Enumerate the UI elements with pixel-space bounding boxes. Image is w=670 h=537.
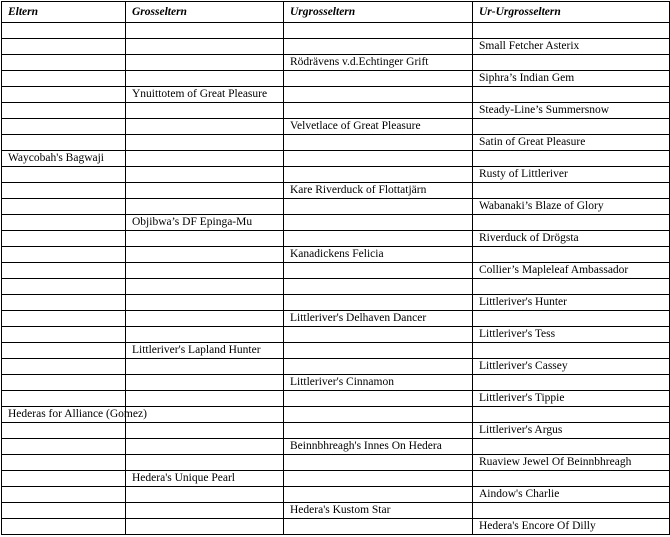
grosseltern-cell xyxy=(126,327,284,343)
grosseltern-cell xyxy=(126,407,284,423)
eltern-cell xyxy=(2,23,126,39)
table-row xyxy=(2,439,670,455)
urgrosseltern-cell xyxy=(284,151,473,167)
grosseltern-cell xyxy=(126,423,284,439)
urgrosseltern-cell xyxy=(284,519,473,535)
eltern-cell xyxy=(2,391,126,407)
eltern-cell xyxy=(2,135,126,151)
urgrosseltern-cell xyxy=(284,135,473,151)
ur-urgrosseltern-cell: Riverduck of Drögsta xyxy=(473,231,670,247)
urgrosseltern-cell: Beinnbhreagh's Innes On Hedera xyxy=(284,439,473,455)
urgrosseltern-cell xyxy=(284,39,473,55)
ur-urgrosseltern-cell xyxy=(473,119,670,135)
table-row xyxy=(2,119,670,135)
ur-urgrosseltern-cell: Littleriver's Hunter xyxy=(473,295,670,311)
urgrosseltern-cell xyxy=(284,423,473,439)
eltern-cell xyxy=(2,359,126,375)
urgrosseltern-cell: Kare Riverduck of Flottatjärn xyxy=(284,183,473,199)
grosseltern-cell xyxy=(126,119,284,135)
grosseltern-cell xyxy=(126,375,284,391)
eltern-cell xyxy=(2,503,126,519)
ur-urgrosseltern-cell: Hedera's Encore Of Dilly xyxy=(473,519,670,535)
grosseltern-cell xyxy=(126,391,284,407)
table-row xyxy=(2,167,670,183)
eltern-cell xyxy=(2,215,126,231)
table-row xyxy=(2,295,670,311)
table-row xyxy=(2,263,670,279)
ur-urgrosseltern-cell: Siphra’s Indian Gem xyxy=(473,71,670,87)
ur-urgrosseltern-cell: Aindow's Charlie xyxy=(473,487,670,503)
eltern-cell xyxy=(2,167,126,183)
urgrosseltern-cell: Littleriver's Delhaven Dancer xyxy=(284,311,473,327)
eltern-cell xyxy=(2,471,126,487)
table-row xyxy=(2,359,670,375)
urgrosseltern-cell: Littleriver's Cinnamon xyxy=(284,375,473,391)
grosseltern-cell xyxy=(126,455,284,471)
grosseltern-cell xyxy=(126,167,284,183)
eltern-cell xyxy=(2,39,126,55)
table-row xyxy=(2,199,670,215)
table-row xyxy=(2,487,670,503)
urgrosseltern-cell xyxy=(284,279,473,295)
ur-urgrosseltern-cell: Ruaview Jewel Of Beinnbhreagh xyxy=(473,455,670,471)
urgrosseltern-cell xyxy=(284,87,473,103)
urgrosseltern-cell: Kanadickens Felicia xyxy=(284,247,473,263)
eltern-cell xyxy=(2,71,126,87)
eltern-cell xyxy=(2,199,126,215)
header-eltern: Eltern xyxy=(2,2,126,23)
ur-urgrosseltern-cell xyxy=(473,311,670,327)
grosseltern-cell: Hedera's Unique Pearl xyxy=(126,471,284,487)
urgrosseltern-cell: Hedera's Kustom Star xyxy=(284,503,473,519)
table-row xyxy=(2,407,670,423)
grosseltern-cell xyxy=(126,263,284,279)
eltern-cell xyxy=(2,423,126,439)
ur-urgrosseltern-cell xyxy=(473,55,670,71)
eltern-cell xyxy=(2,103,126,119)
grosseltern-cell xyxy=(126,279,284,295)
header-ur-urgrosseltern: Ur-Urgrosseltern xyxy=(473,2,670,23)
ur-urgrosseltern-cell xyxy=(473,343,670,359)
table-row xyxy=(2,471,670,487)
eltern-cell xyxy=(2,231,126,247)
grosseltern-cell xyxy=(126,135,284,151)
table-row xyxy=(2,151,670,167)
urgrosseltern-cell xyxy=(284,407,473,423)
ur-urgrosseltern-cell xyxy=(473,215,670,231)
eltern-cell xyxy=(2,247,126,263)
urgrosseltern-cell xyxy=(284,359,473,375)
eltern-cell xyxy=(2,455,126,471)
urgrosseltern-cell xyxy=(284,455,473,471)
header-grosseltern: Grosseltern xyxy=(126,2,284,23)
eltern-cell xyxy=(2,279,126,295)
grosseltern-cell xyxy=(126,39,284,55)
urgrosseltern-cell xyxy=(284,263,473,279)
eltern-cell xyxy=(2,119,126,135)
urgrosseltern-cell xyxy=(284,215,473,231)
table-row xyxy=(2,55,670,71)
grosseltern-cell xyxy=(126,23,284,39)
ur-urgrosseltern-cell xyxy=(473,279,670,295)
ur-urgrosseltern-cell: Steady-Line’s Summersnow xyxy=(473,103,670,119)
table-row xyxy=(2,503,670,519)
grosseltern-cell xyxy=(126,439,284,455)
eltern-cell xyxy=(2,487,126,503)
eltern-cell: Waycobah's Bagwaji xyxy=(2,151,126,167)
grosseltern-cell xyxy=(126,247,284,263)
urgrosseltern-cell xyxy=(284,471,473,487)
ur-urgrosseltern-cell xyxy=(473,87,670,103)
table-row xyxy=(2,135,670,151)
urgrosseltern-cell xyxy=(284,327,473,343)
table-row xyxy=(2,343,670,359)
pedigree-body xyxy=(2,23,670,535)
table-row xyxy=(2,183,670,199)
urgrosseltern-cell xyxy=(284,231,473,247)
table-row xyxy=(2,327,670,343)
table-row xyxy=(2,103,670,119)
ur-urgrosseltern-cell xyxy=(473,151,670,167)
table-row xyxy=(2,519,670,535)
grosseltern-cell: Objibwa’s DF Epinga-Mu xyxy=(126,215,284,231)
ur-urgrosseltern-cell xyxy=(473,471,670,487)
urgrosseltern-cell xyxy=(284,23,473,39)
table-row xyxy=(2,311,670,327)
ur-urgrosseltern-cell xyxy=(473,503,670,519)
table-row xyxy=(2,279,670,295)
eltern-cell xyxy=(2,519,126,535)
ur-urgrosseltern-cell: Littleriver's Tess xyxy=(473,327,670,343)
grosseltern-cell xyxy=(126,359,284,375)
eltern-cell xyxy=(2,87,126,103)
ur-urgrosseltern-cell: Rusty of Littleriver xyxy=(473,167,670,183)
header-row xyxy=(2,2,670,23)
ur-urgrosseltern-cell: Wabanaki’s Blaze of Glory xyxy=(473,199,670,215)
table-row xyxy=(2,87,670,103)
grosseltern-cell: Ynuittotem of Great Pleasure xyxy=(126,87,284,103)
eltern-cell xyxy=(2,55,126,71)
eltern-cell xyxy=(2,439,126,455)
table-row xyxy=(2,247,670,263)
ur-urgrosseltern-cell: Littleriver's Cassey xyxy=(473,359,670,375)
table-row xyxy=(2,39,670,55)
ur-urgrosseltern-cell: Littleriver's Argus xyxy=(473,423,670,439)
eltern-cell xyxy=(2,295,126,311)
table-row xyxy=(2,391,670,407)
ur-urgrosseltern-cell: Littleriver's Tippie xyxy=(473,391,670,407)
pedigree-table xyxy=(1,1,670,535)
urgrosseltern-cell xyxy=(284,167,473,183)
ur-urgrosseltern-cell xyxy=(473,247,670,263)
grosseltern-cell: Littleriver's Lapland Hunter xyxy=(126,343,284,359)
eltern-cell xyxy=(2,263,126,279)
urgrosseltern-cell: Velvetlace of Great Pleasure xyxy=(284,119,473,135)
urgrosseltern-cell xyxy=(284,71,473,87)
urgrosseltern-cell xyxy=(284,487,473,503)
ur-urgrosseltern-cell: Collier’s Mapleleaf Ambassador xyxy=(473,263,670,279)
ur-urgrosseltern-cell xyxy=(473,407,670,423)
ur-urgrosseltern-cell xyxy=(473,439,670,455)
eltern-cell: Hederas for Alliance (Gomez) xyxy=(2,407,126,423)
eltern-cell xyxy=(2,343,126,359)
header-urgrosseltern: Urgrosseltern xyxy=(284,2,473,23)
grosseltern-cell xyxy=(126,183,284,199)
grosseltern-cell xyxy=(126,295,284,311)
urgrosseltern-cell xyxy=(284,295,473,311)
urgrosseltern-cell xyxy=(284,343,473,359)
ur-urgrosseltern-cell: Satin of Great Pleasure xyxy=(473,135,670,151)
urgrosseltern-cell: Rödrävens v.d.Echtinger Grift xyxy=(284,55,473,71)
grosseltern-cell xyxy=(126,231,284,247)
eltern-cell xyxy=(2,327,126,343)
urgrosseltern-cell xyxy=(284,391,473,407)
table-row xyxy=(2,375,670,391)
ur-urgrosseltern-cell xyxy=(473,375,670,391)
grosseltern-cell xyxy=(126,55,284,71)
ur-urgrosseltern-cell: Small Fetcher Asterix xyxy=(473,39,670,55)
ur-urgrosseltern-cell xyxy=(473,23,670,39)
table-row xyxy=(2,71,670,87)
grosseltern-cell xyxy=(126,103,284,119)
table-row xyxy=(2,423,670,439)
eltern-cell xyxy=(2,375,126,391)
urgrosseltern-cell xyxy=(284,103,473,119)
ur-urgrosseltern-cell xyxy=(473,183,670,199)
grosseltern-cell xyxy=(126,311,284,327)
table-row xyxy=(2,23,670,39)
grosseltern-cell xyxy=(126,519,284,535)
table-row xyxy=(2,231,670,247)
urgrosseltern-cell xyxy=(284,199,473,215)
grosseltern-cell xyxy=(126,71,284,87)
grosseltern-cell xyxy=(126,151,284,167)
table-row xyxy=(2,455,670,471)
eltern-cell xyxy=(2,183,126,199)
grosseltern-cell xyxy=(126,199,284,215)
eltern-cell xyxy=(2,311,126,327)
grosseltern-cell xyxy=(126,487,284,503)
table-row xyxy=(2,215,670,231)
grosseltern-cell xyxy=(126,503,284,519)
